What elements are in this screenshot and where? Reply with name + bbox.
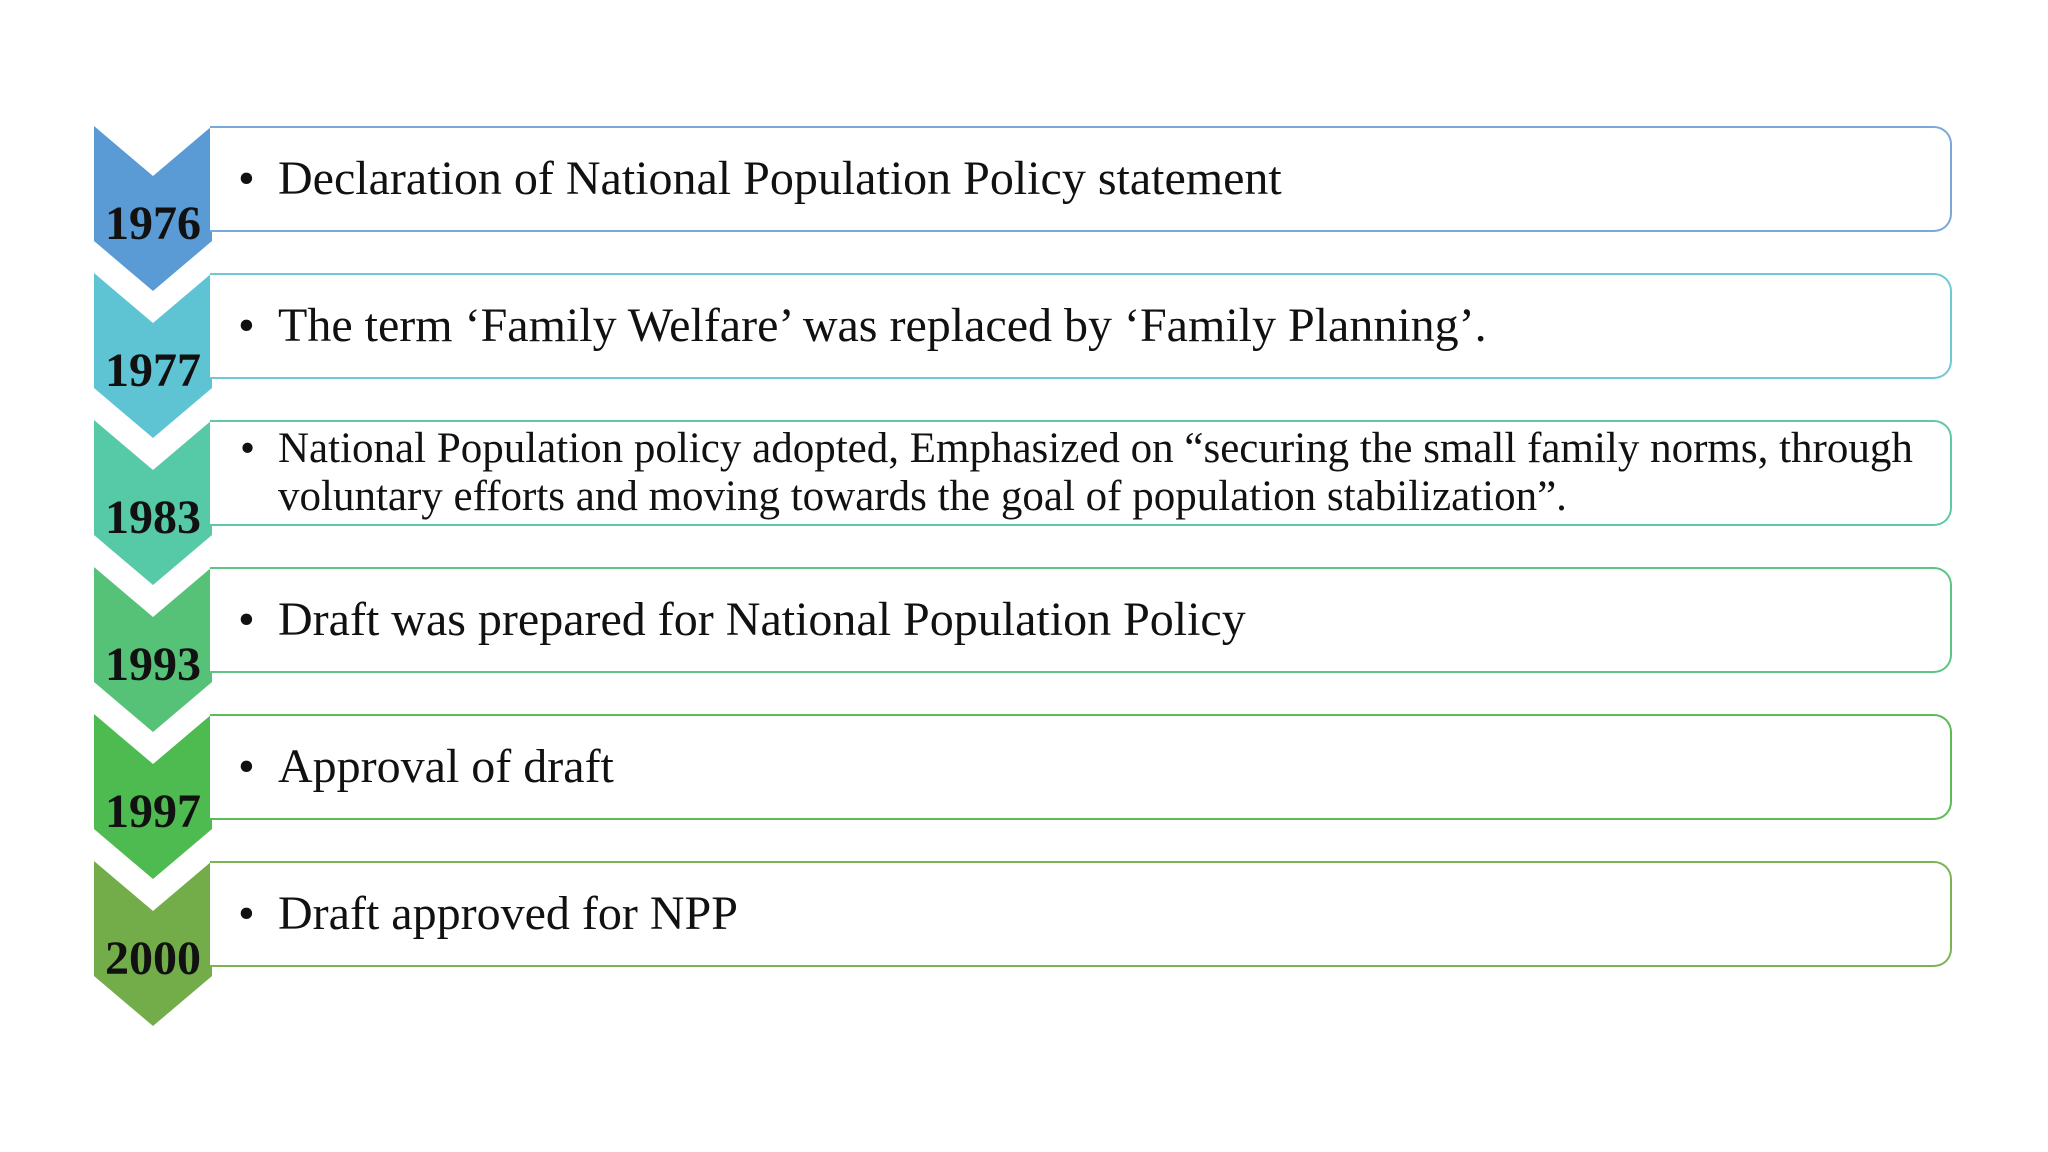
bullet-item: • Approval of draft — [278, 741, 614, 794]
timeline-entry-1983 — [210, 420, 1952, 526]
bullet-list — [210, 425, 1950, 521]
timeline-entry-1993 — [210, 567, 1952, 673]
year-label: 2000 — [105, 932, 201, 985]
year-label: 1997 — [105, 785, 201, 838]
timeline-entry-1997 — [210, 714, 1952, 820]
bullet-list — [210, 741, 644, 794]
bullet-list — [210, 888, 768, 941]
timeline-entry-1977 — [210, 273, 1952, 379]
bullet-item: • Declaration of National Population Policy statement — [278, 153, 1282, 206]
bullet-list — [210, 594, 1276, 647]
year-chevron-1997 — [94, 714, 212, 879]
year-chevron-1976 — [94, 126, 212, 291]
bullet-list — [210, 300, 1517, 353]
year-label: 1993 — [105, 638, 201, 691]
timeline-entry-2000 — [210, 861, 1952, 967]
year-label: 1983 — [105, 491, 201, 544]
year-label: 1976 — [105, 197, 201, 250]
year-label: 1977 — [105, 344, 201, 397]
year-chevron-1977 — [94, 273, 212, 438]
year-chevron-1983 — [94, 420, 212, 585]
year-chevron-2000 — [94, 861, 212, 1026]
bullet-item: • Draft was prepared for National Population Policy — [278, 594, 1246, 647]
bullet-list — [210, 153, 1312, 206]
year-chevron-1993 — [94, 567, 212, 732]
bullet-item: • Draft approved for NPP — [278, 888, 738, 941]
timeline-entry-1976 — [210, 126, 1952, 232]
bullet-item: • National Population policy adopted, Emphasized on “securing the small family norms, through voluntary efforts and moving towards the goal of population stabilization”. — [278, 425, 1920, 521]
bullet-item: • The term ‘Family Welfare’ was replaced by ‘Family Planning’. — [278, 300, 1487, 353]
